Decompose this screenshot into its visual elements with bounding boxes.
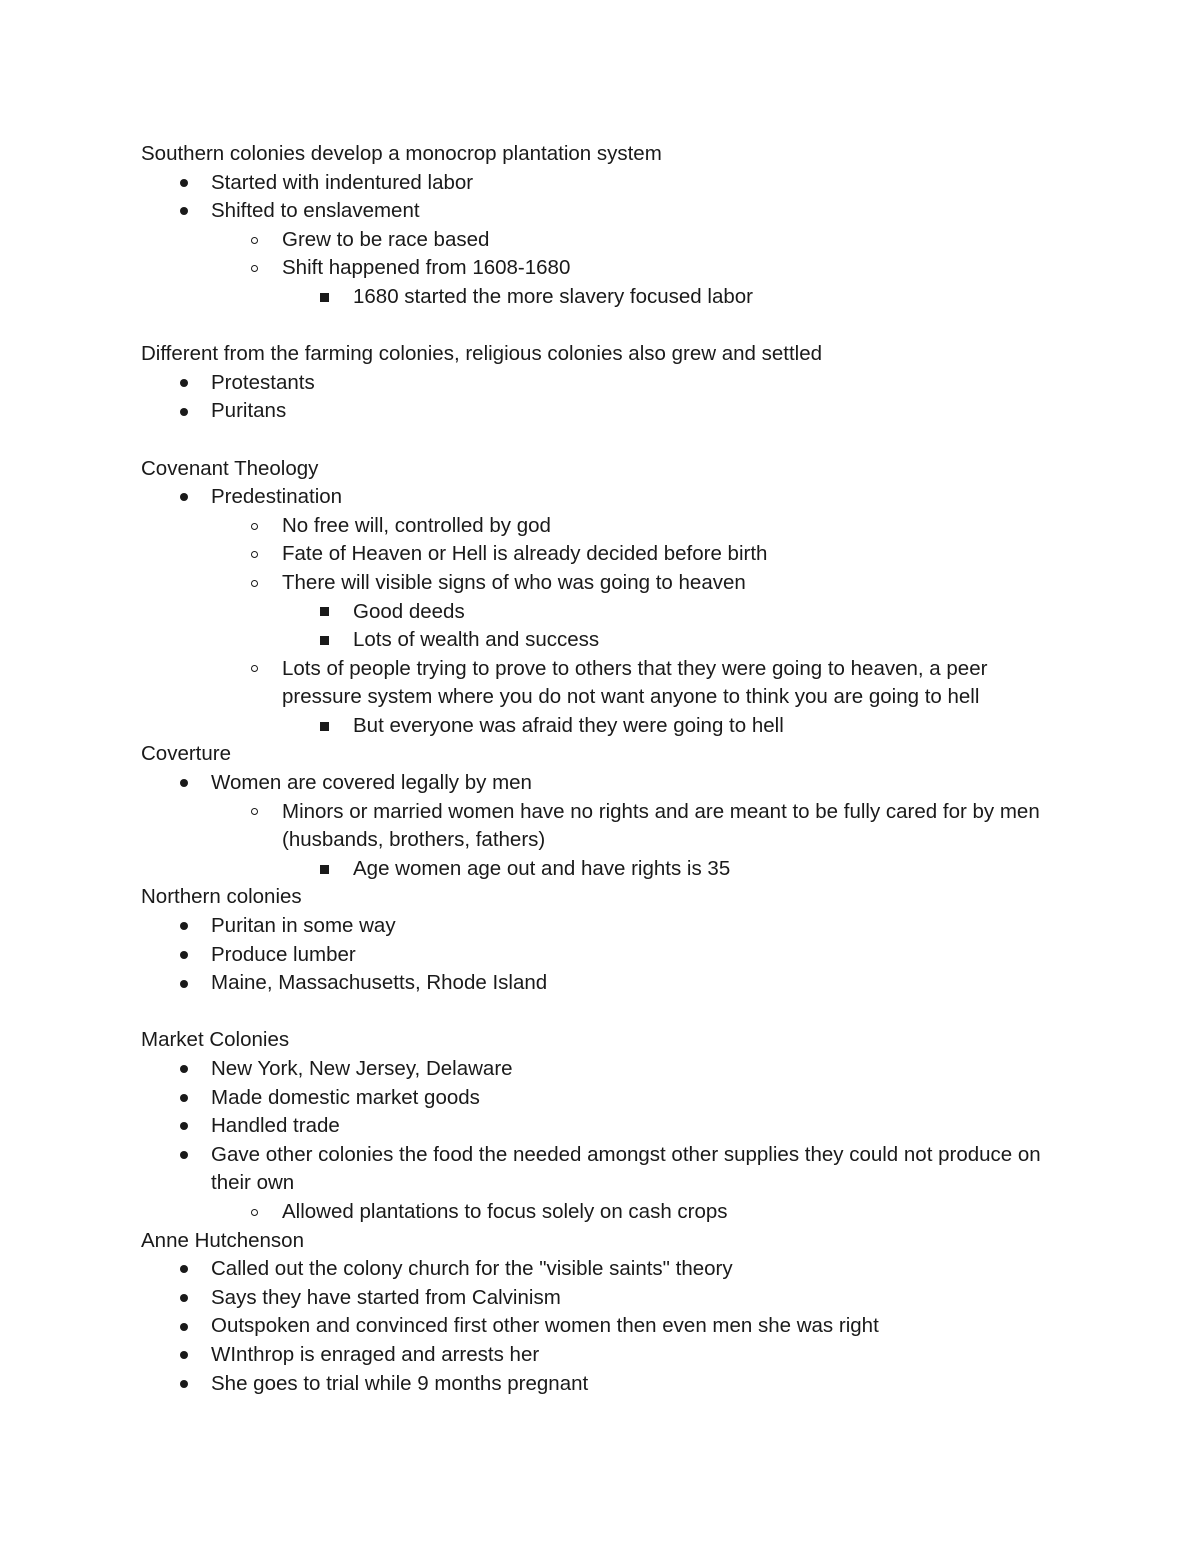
list-item-text: Women are covered legally by men [211, 771, 532, 795]
bullet-disc-icon [177, 912, 191, 941]
bullet-circle-icon [247, 512, 261, 541]
bullet-circle-icon [247, 254, 261, 283]
bullet-disc-icon [177, 1112, 191, 1141]
list-item-text: Allowed plantations to focus solely on cash crops [282, 1199, 728, 1223]
list-item [141, 712, 1071, 741]
list-item-text: 1680 started the more slavery focused labor [353, 284, 753, 308]
list-item-text: Fate of Heaven or Hell is already decided before birth [282, 542, 768, 566]
list-item [141, 512, 1071, 541]
bullet-disc-icon [177, 1284, 191, 1313]
list-item [141, 598, 1071, 627]
list-item [141, 1112, 1071, 1141]
blank-line [141, 998, 1071, 1027]
list-item-text: Predestination [211, 485, 343, 509]
list-item-text: Minors or married women have no rights and are meant to be fully cared for by men (husbands, brothers, fathers) [282, 799, 1040, 852]
list-item [141, 1141, 1071, 1198]
list-item-text: Maine, Massachusetts, Rhode Island [211, 971, 548, 995]
document-body [141, 140, 1071, 1398]
section-heading: Coverture [141, 742, 232, 766]
list-item [141, 226, 1071, 255]
list-item [141, 655, 1071, 712]
bullet-disc-icon [177, 397, 191, 426]
bullet-disc-icon [177, 1084, 191, 1113]
bullet-disc-icon [177, 369, 191, 398]
bullet-disc-icon [177, 969, 191, 998]
list-item [141, 540, 1071, 569]
list-item-text: But everyone was afraid they were going to hell [353, 713, 784, 737]
list-item [141, 626, 1071, 655]
list-item [141, 283, 1071, 312]
list-item [141, 1284, 1071, 1313]
list-item [141, 1341, 1071, 1370]
list-item-text: Lots of people trying to prove to others that they were going to heaven, a peer pressure system where you do not want anyone to think you are going to hell [282, 656, 988, 709]
list-item-text: Shifted to enslavement [211, 199, 420, 223]
bullet-disc-icon [177, 1255, 191, 1284]
section-heading: Different from the farming colonies, religious colonies also grew and settled [141, 342, 823, 366]
section-heading: Market Colonies [141, 1028, 290, 1052]
list-item-text: Made domestic market goods [211, 1085, 480, 1109]
list-item [141, 769, 1071, 798]
list-item [141, 1370, 1071, 1399]
list-item [141, 369, 1071, 398]
list-item-text: There will visible signs of who was going to heaven [282, 570, 746, 594]
list-item-text: Gave other colonies the food the needed amongst other supplies they could not produce on their own [211, 1142, 1041, 1195]
bullet-square-icon [317, 283, 331, 312]
list-item [141, 941, 1071, 970]
list-item-text: Protestants [211, 370, 315, 394]
list-item-text: Says they have started from Calvinism [211, 1285, 561, 1309]
bullet-disc-icon [177, 1312, 191, 1341]
list-item-text: Outspoken and convinced first other women then even men she was right [211, 1314, 879, 1338]
list-item-text: WInthrop is enraged and arrests her [211, 1342, 540, 1366]
bullet-square-icon [317, 855, 331, 884]
list-item-text: Called out the colony church for the "visible saints" theory [211, 1257, 733, 1281]
blank-line [141, 312, 1071, 341]
list-item-text: Age women age out and have rights is 35 [353, 856, 731, 880]
list-item [141, 912, 1071, 941]
list-item [141, 969, 1071, 998]
bullet-disc-icon [177, 1055, 191, 1084]
section-heading: Anne Hutchenson [141, 1228, 304, 1252]
bullet-disc-icon [177, 941, 191, 970]
list-item [141, 397, 1071, 426]
list-item [141, 1312, 1071, 1341]
bullet-disc-icon [177, 1341, 191, 1370]
bullet-circle-icon [247, 1198, 261, 1227]
list-item-text: Good deeds [353, 599, 465, 623]
bullet-square-icon [317, 626, 331, 655]
list-item-text: Puritan in some way [211, 914, 396, 938]
bullet-disc-icon [177, 483, 191, 512]
bullet-circle-icon [247, 569, 261, 598]
list-item-text: Handled trade [211, 1114, 340, 1138]
list-item [141, 169, 1071, 198]
bullet-disc-icon [177, 769, 191, 798]
list-item-text: Produce lumber [211, 942, 356, 966]
blank-line [141, 426, 1071, 455]
section-heading: Covenant Theology [141, 456, 319, 480]
list-item-text: New York, New Jersey, Delaware [211, 1057, 513, 1080]
list-item-text: No free will, controlled by god [282, 513, 551, 537]
list-item-text: She goes to trial while 9 months pregnant [211, 1371, 589, 1395]
bullet-disc-icon [177, 1141, 191, 1170]
bullet-circle-icon [247, 655, 261, 684]
list-item [141, 1084, 1071, 1113]
list-item-text: Grew to be race based [282, 227, 490, 251]
bullet-square-icon [317, 598, 331, 627]
list-item [141, 798, 1071, 855]
list-item [141, 254, 1071, 283]
bullet-circle-icon [247, 798, 261, 827]
bullet-disc-icon [177, 169, 191, 198]
list-item-text: Lots of wealth and success [353, 628, 600, 652]
list-item [141, 1055, 1071, 1084]
bullet-circle-icon [247, 226, 261, 255]
section-heading: Northern colonies [141, 885, 302, 909]
list-item [141, 197, 1071, 226]
list-item [141, 855, 1071, 884]
list-item [141, 1255, 1071, 1284]
list-item [141, 569, 1071, 598]
bullet-circle-icon [247, 540, 261, 569]
list-item-text: Puritans [211, 399, 287, 423]
section-heading: Southern colonies develop a monocrop plantation system [141, 142, 662, 165]
bullet-disc-icon [177, 1370, 191, 1399]
list-item-text: Shift happened from 1608-1680 [282, 256, 571, 280]
list-item [141, 483, 1071, 512]
list-item-text: Started with indentured labor [211, 170, 474, 194]
bullet-disc-icon [177, 197, 191, 226]
bullet-square-icon [317, 712, 331, 741]
list-item [141, 1198, 1071, 1227]
